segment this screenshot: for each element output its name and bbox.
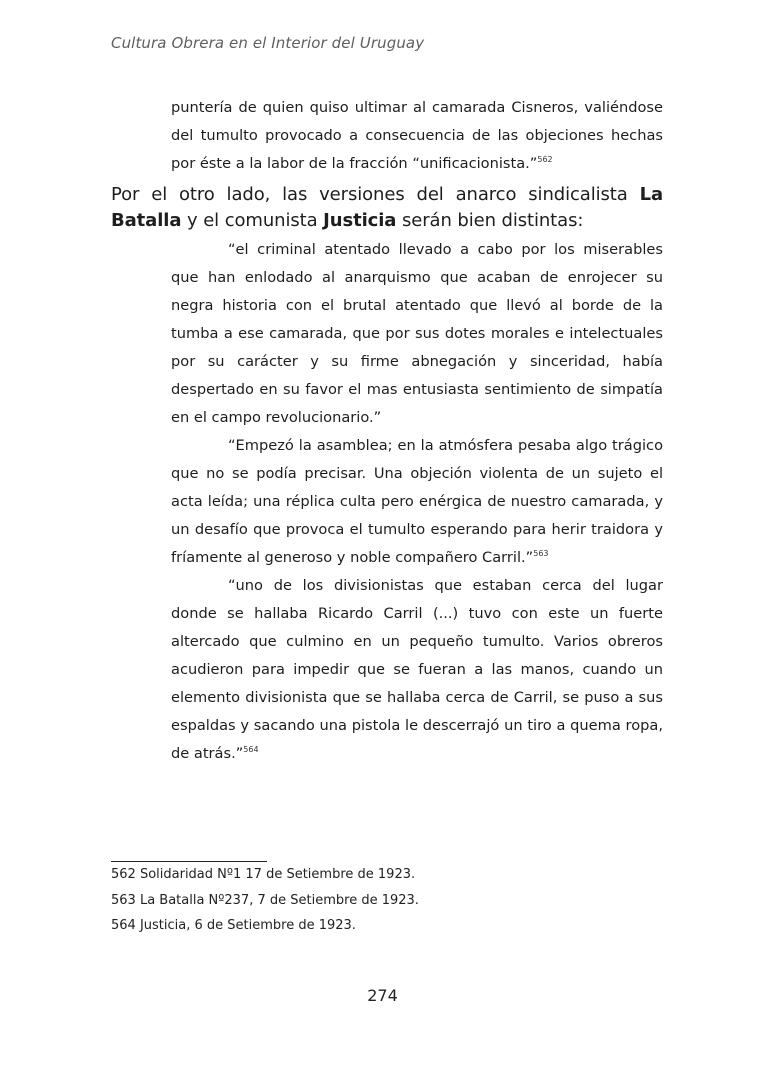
page-number: 274 [367,986,398,1005]
quote-continuation [171,94,663,178]
footnote-563: 563 La Batalla Nº237, 7 de Setiembre de 1923. [111,893,419,908]
quote-text: “uno de los divisionistas que estaban cerca del lugar donde se hallaba Ricardo Carril (...) tuvo con este un fuerte altercado que culmino en un pequeño tumulto. Varios obreros acudieron para impedir que se fueran a las manos, cuando un elemento divisionista que se hallaba cerca de Carril, se puso a sus espaldas y sacando una pistola le descerrajó un tiro a quema ropa, de atrás.” [171,577,663,762]
intro-paragraph [111,182,663,234]
quote-text: “Empezó la asamblea; en la atmósfera pesaba algo trágico que no se podía precisar. Una objeción violenta de un sujeto el acta leída; una réplica culta pero enérgica de nuestro camarada, y un desafío que provoca el tumulto esperando para herir traidora y fríamente al generoso y noble compañero Carril.” [171,437,663,566]
footnote-ref-564: 564 [243,745,259,754]
intro-text-2: y el comunista [181,210,324,231]
intro-text-3: serán bien distintas: [396,210,584,231]
footnote-separator [111,861,267,862]
quote-justicia [171,572,663,768]
quote-la-batalla [171,236,663,432]
footnote-ref-562: 562 [537,155,553,164]
footnote-ref-563: 563 [533,549,549,558]
quote-text: “el criminal atentado llevado a cabo por los miserables que han enlodado al anarquismo que acaban de enrojecer su negra historia con el brutal atentado que llevó al borde de la tumba a ese camarada, que por sus dotes morales e intelectuales por su carácter y su firme abnegación y sinceridad, había despertado en su favor el mas entusiasta sentimiento de simpatía en el campo revolucionario.” [171,241,663,426]
running-header: Cultura Obrera en el Interior del Uruguay [111,34,425,52]
newspaper-justicia: Justicia [323,210,397,231]
quote-assembly [171,432,663,572]
quote-continuation-text: puntería de quien quiso ultimar al camarada Cisneros, valiéndose del tumulto provocado a consecuencia de las objeciones hechas por éste a la labor de la fracción “unificacionista.” [171,99,663,172]
footnote-564: 564 Justicia, 6 de Setiembre de 1923. [111,918,356,933]
intro-text-1: Por el otro lado, las versiones del anarco sindicalista [111,184,640,205]
newspaper-la-batalla: La Batalla [111,184,663,231]
footnote-562: 562 Solidaridad Nº1 17 de Setiembre de 1923. [111,867,416,882]
